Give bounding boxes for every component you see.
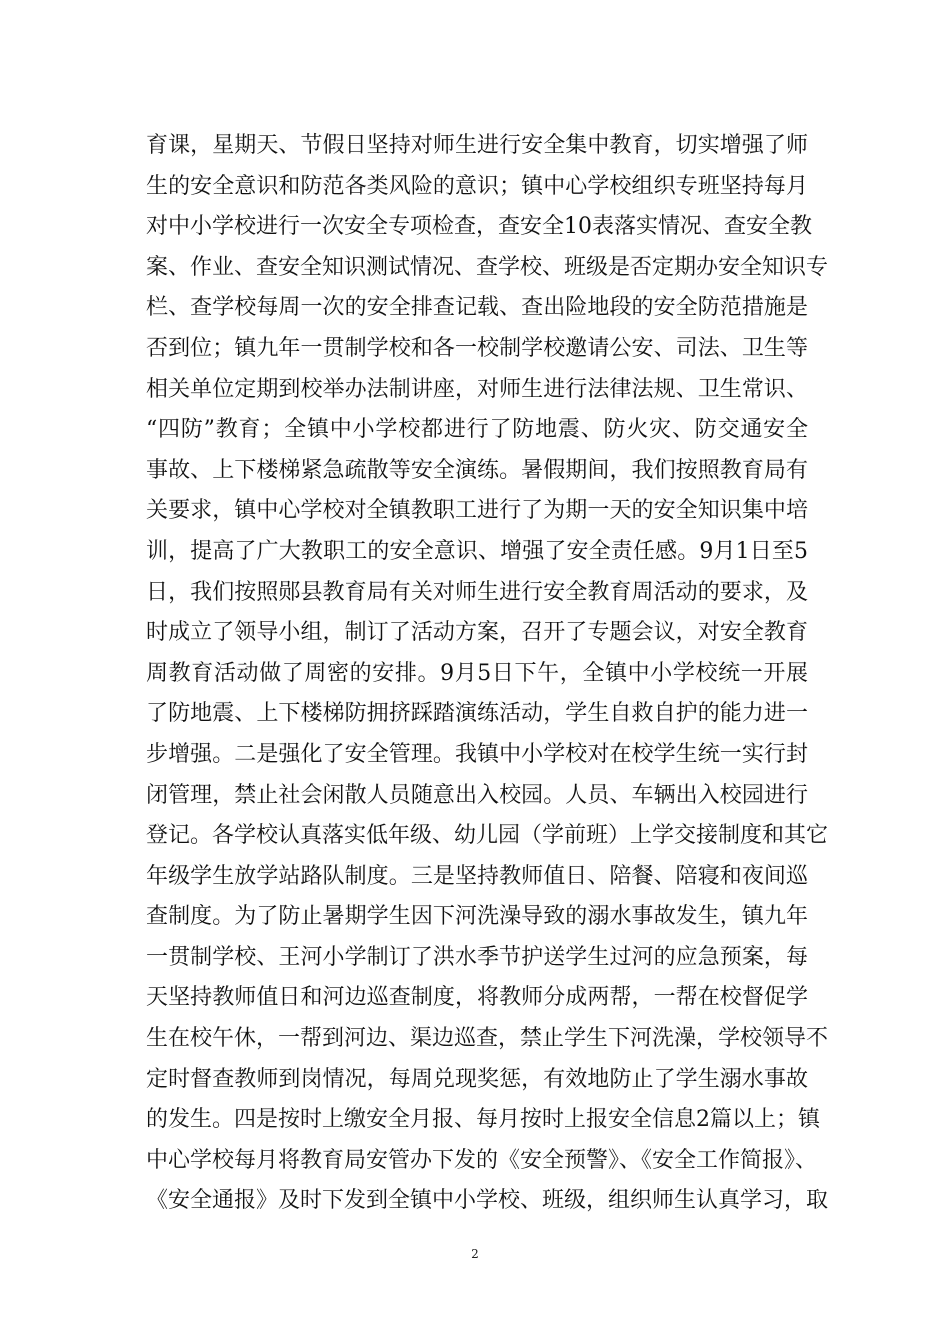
body-paragraph [146, 126, 829, 1222]
text-line: “四防”教育；全镇中小学校都进行了防地震、防火灾、防交通安全 [146, 417, 808, 443]
text-line: 周教育活动做了周密的安排。9月5日下午，全镇中小学校统一开展 [146, 660, 808, 686]
text-line: 定时督查教师到岗情况，每周兑现奖惩，有效地防止了学生溺水事故 [146, 1066, 808, 1092]
text-line: 生在校午休，一帮到河边、渠边巡查，禁止学生下河洗澡，学校领导不 [146, 1026, 829, 1052]
text-line: 栏、查学校每周一次的安全排查记载、查出险地段的安全防范措施是 [146, 295, 808, 321]
text-line: 案、作业、查安全知识测试情况、查学校、班级是否定期办安全知识专 [146, 254, 829, 280]
text-line: 对中小学校进行一次安全专项检查，查安全10表落实情况、查安全教 [146, 214, 812, 240]
text-line: 中心学校每月将教育局安管办下发的《安全预警》、《安全工作简报》、 [146, 1147, 818, 1173]
text-line: 一贯制学校、王河小学制订了洪水季节护送学生过河的应急预案，每 [146, 944, 808, 970]
text-line: 关要求，镇中心学校对全镇教职工进行了为期一天的安全知识集中培 [146, 498, 808, 524]
text-line: 事故、上下楼梯紧急疏散等安全演练。暑假期间，我们按照教育局有 [146, 457, 808, 483]
text-line: 步增强。二是强化了安全管理。我镇中小学校对在校学生统一实行封 [146, 741, 808, 767]
text-line: 天坚持教师值日和河边巡查制度，将教师分成两帮，一帮在校督促学 [146, 985, 808, 1011]
page-number: 2 [471, 1247, 479, 1261]
text-line: 生的安全意识和防范各类风险的意识；镇中心学校组织专班坚持每月 [146, 173, 808, 199]
text-line: 查制度。为了防止暑期学生因下河洗澡导致的溺水事故发生，镇九年 [146, 904, 808, 930]
text-line: 否到位；镇九年一贯制学校和各一校制学校邀请公安、司法、卫生等 [146, 335, 808, 361]
text-line: 相关单位定期到校举办法制讲座，对师生进行法律法规、卫生常识、 [146, 376, 808, 402]
text-line: 登记。各学校认真落实低年级、幼儿园（学前班）上学交接制度和其它 [146, 823, 829, 849]
text-line: 训，提高了广大教职工的安全意识、增强了安全责任感。9月1日至5 [146, 538, 808, 564]
text-line: 育课，星期天、节假日坚持对师生进行安全集中教育，切实增强了师 [146, 133, 808, 158]
text-line: 年级学生放学站路队制度。三是坚持教师值日、陪餐、陪寝和夜间巡 [146, 863, 808, 889]
text-line: 了防地震、上下楼梯防拥挤踩踏演练活动，学生自救自护的能力进一 [146, 701, 808, 727]
text-line: 日，我们按照郧县教育局有关对师生进行安全教育周活动的要求，及 [146, 579, 808, 605]
text-line: 《安全通报》及时下发到全镇中小学校、班级，组织师生认真学习，取 [146, 1188, 829, 1214]
text-line: 时成立了领导小组，制订了活动方案，召开了专题会议，对安全教育 [146, 620, 808, 646]
text-line: 的发生。四是按时上缴安全月报、每月按时上报安全信息2篇以上；镇 [146, 1107, 820, 1133]
text-line: 闭管理，禁止社会闲散人员随意出入校园。人员、车辆出入校园进行 [146, 782, 808, 808]
